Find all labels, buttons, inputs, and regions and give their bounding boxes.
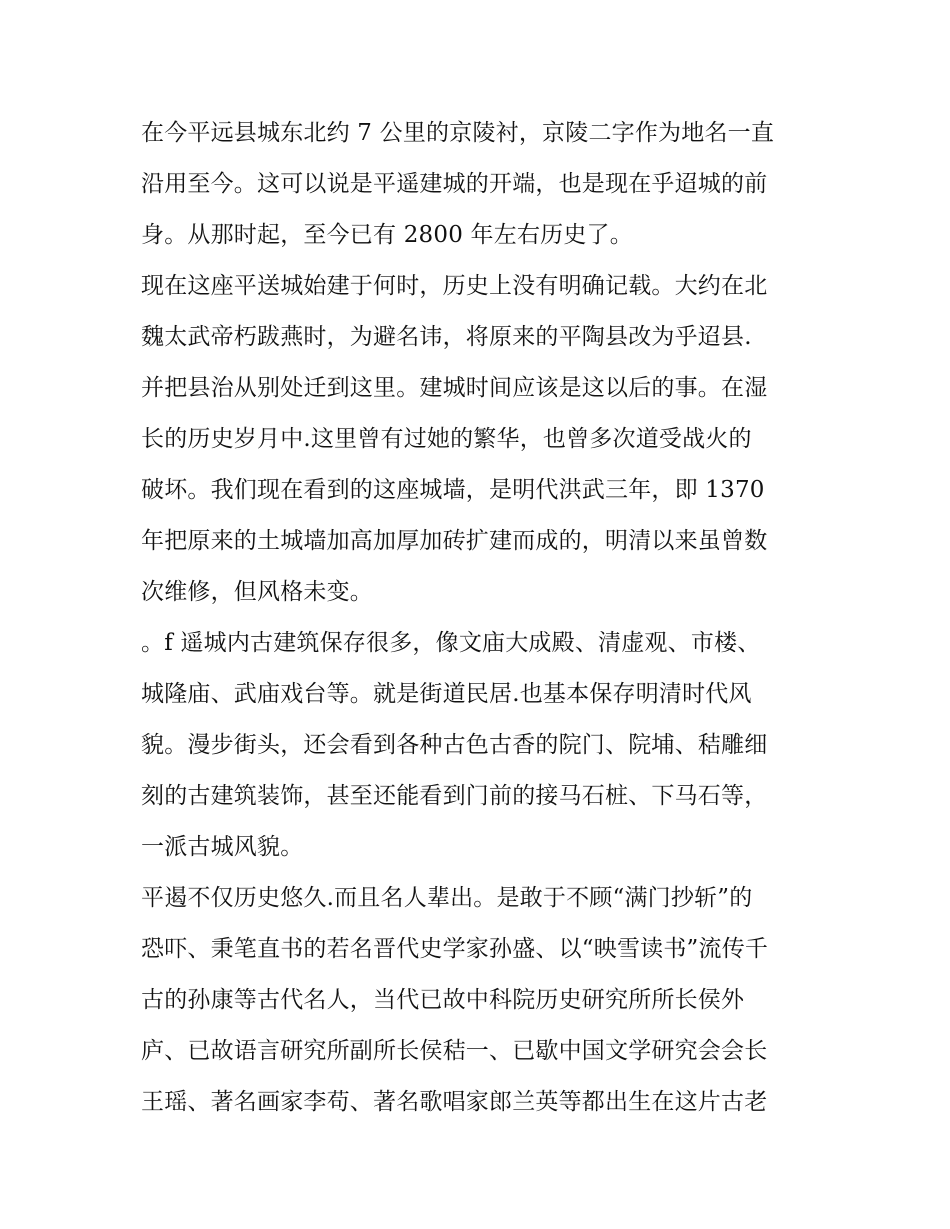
text-line: 次维修，但风格未变。 (141, 579, 373, 605)
text-line: 年把原来的土城墙加高加厚加砖扩建而成的，明清以来虽曾数 (141, 528, 768, 554)
text-line: 沿用至今。这可以说是平遥建城的开端，也是现在乎迢城的前 (141, 171, 768, 197)
text-line: 刻的古建筑装饰，甚至还能看到门前的接马石桩、下马石等， (141, 783, 768, 809)
text-line: 现在这座平送城始建于何时，历史上没有明确记载。大约在北 (141, 273, 768, 299)
text-line: 破坏。我们现在看到的这座城墙，是明代洪武三年，即 1370 (141, 477, 765, 503)
text-line: 。f 遥城内古建筑保存很多，像文庙大成殿、清虚观、市楼、 (141, 630, 761, 656)
text-line: 魏太武帝朽跋燕时，为避名讳，将原来的平陶县改为乎迢县. (141, 324, 752, 350)
text-line: 身。从那时起，至今已有 2800 年左右历史了。 (141, 222, 633, 248)
text-line: 古的孙康等古代名人，当代已故中科院历史研究所所长侯外 (141, 987, 745, 1013)
text-line: 王瑶、著名画家李苟、著名歌唱家郎兰英等都出生在这片古老 (141, 1089, 768, 1115)
text-line: 庐、已故语言研究所副所长侯秸一、已歇中国文学研究会会长 (141, 1038, 768, 1064)
text-line: 长的历史岁月中.这里曾有过她的繁华，也曾多次道受战火的 (141, 426, 752, 452)
text-line: 恐吓、秉笔直书的若名晋代史学家孙盛、以“映雪读书”流传千 (141, 936, 769, 962)
document-body (141, 108, 821, 1128)
text-line: 城隆庙、武庙戏台等。就是街道民居.也基本保存明清时代风 (141, 681, 752, 707)
text-line: 一派古城风貌。 (141, 834, 304, 860)
text-line: 并把县治从别处迁到这里。建城时间应该是这以后的事。在湿 (141, 375, 768, 401)
text-line: 平遏不仅历史悠久.而且名人辈出。是敢于不顾“满门抄斩”的 (141, 885, 753, 911)
text-line: 貌。漫步街头，还会看到各种古色古香的院门、院埔、秸雕细 (141, 732, 768, 758)
text-line: 在今平远县城东北约 7 公里的京陵衬，京陵二字作为地名一直 (141, 120, 775, 146)
